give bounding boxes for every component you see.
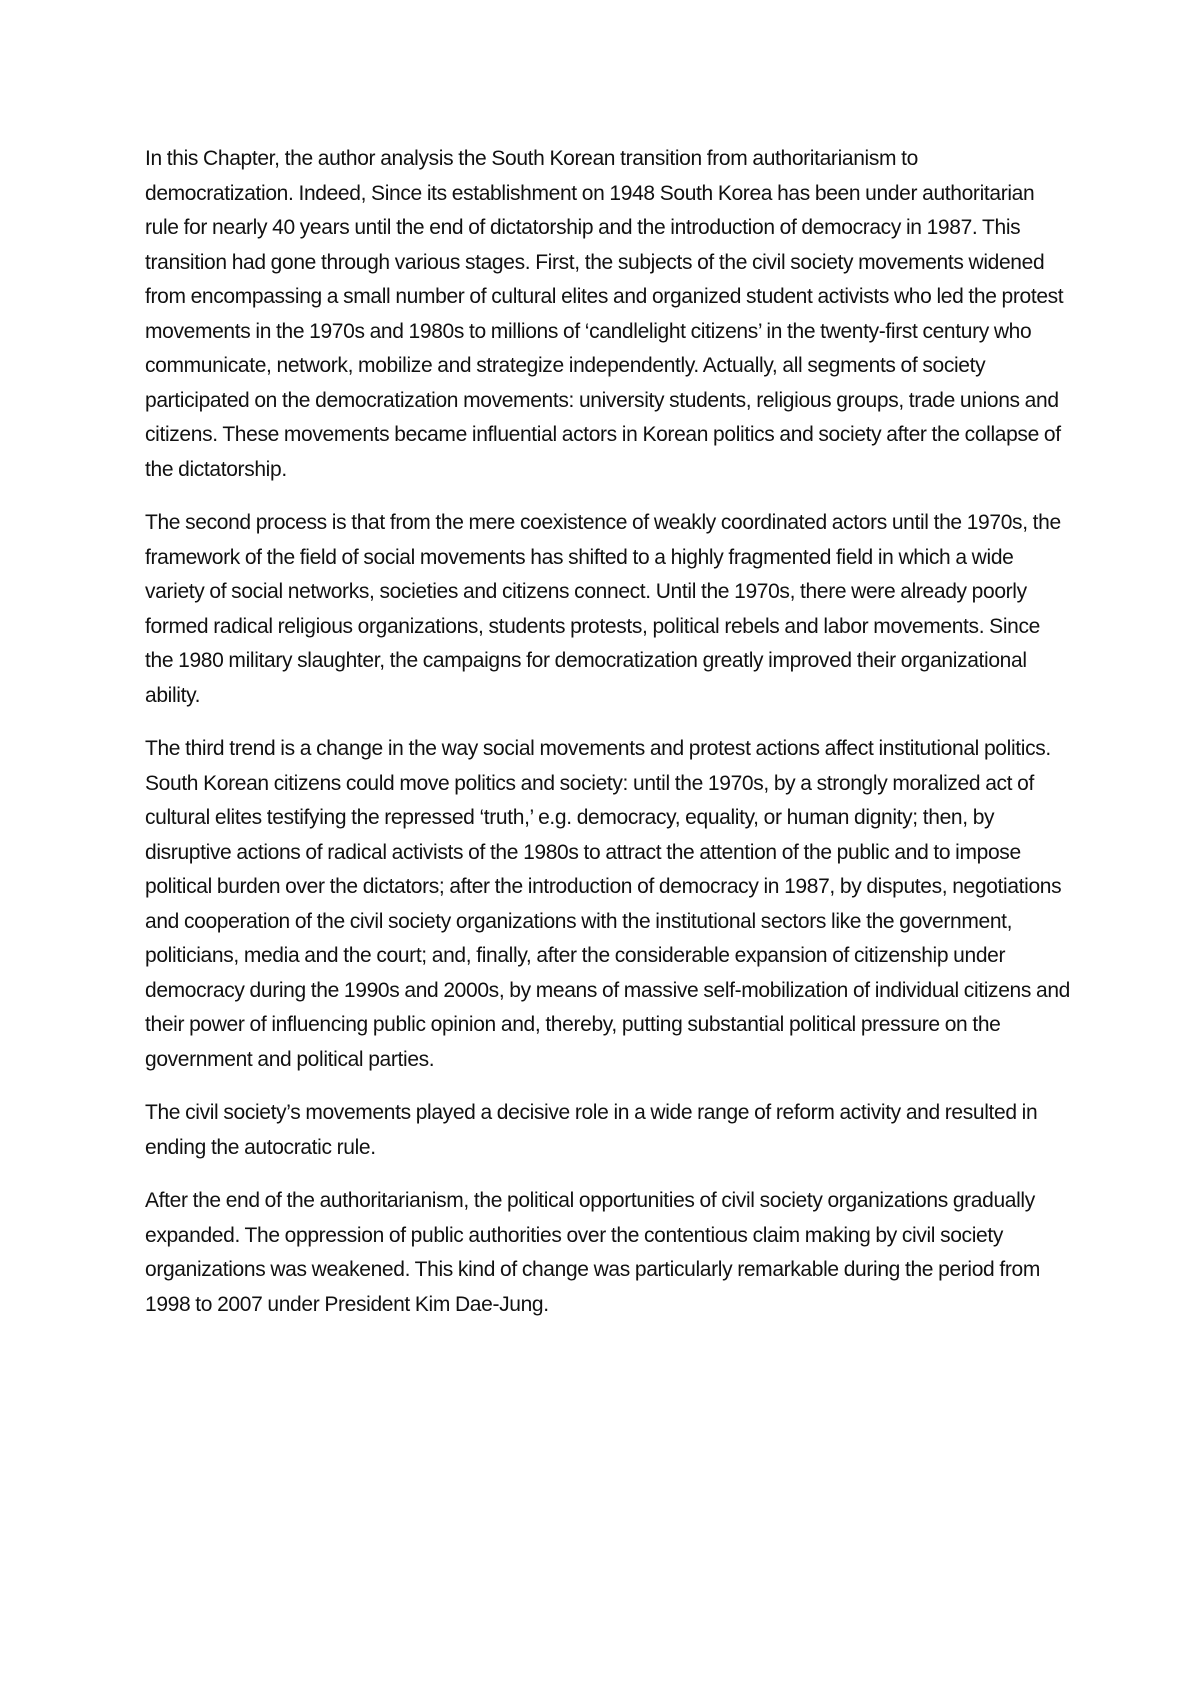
paragraph-5: After the end of the authoritarianism, the political opportunities of civil society organizations gradually expanded. The oppression of public authorities over the contentious claim making by civil society organizations was weakened. This kind of change was particularly remarkable during the period from 1998 to 2007 under President Kim Dae-Jung.	[145, 1189, 1040, 1316]
paragraph-4: The civil society’s movements played a decisive role in a wide range of reform activity and resulted in ending the autocratic rule.	[145, 1101, 1038, 1159]
document-body	[145, 142, 1070, 1341]
paragraph-2: The second process is that from the mere coexistence of weakly coordinated actors until the 1970s, the framework of the field of social movements has shifted to a highly fragmented field in which a wide variety of social networks, societies and citizens connect. Until the 1970s, there were already poorly formed radical religious organizations, students protests, political rebels and labor movements. Since the 1980 military slaughter, the campaigns for democratization greatly improved their organizational ability.	[145, 511, 1061, 707]
paragraph-3: The third trend is a change in the way social movements and protest actions affect institutional politics. South Korean citizens could move politics and society: until the 1970s, by a strongly moralized act of cultural elites testifying the repressed ‘truth,’ e.g. democracy, equality, or human dignity; then, by disruptive actions of radical activists of the 1980s to attract the attention of the public and to impose political burden over the dictators; after the introduction of democracy in 1987, by disputes, negotiations and cooperation of the civil society organizations with the institutional sectors like the government, politicians, media and the court; and, finally, after the considerable expansion of citizenship under democracy during the 1990s and 2000s, by means of massive self-mobilization of individual citizens and their power of influencing public opinion and, thereby, putting substantial political pressure on the government and political parties.	[145, 737, 1070, 1071]
paragraph-1: In this Chapter, the author analysis the South Korean transition from authoritarianism to democratization. Indeed, Since its establishment on 1948 South Korea has been under authoritarian rule for nearly 40 years until the end of dictatorship and the introduction of democracy in 1987. This transition had gone through various stages. First, the subjects of the civil society movements widened from encompassing a small number of cultural elites and organized student activists who led the protest movements in the 1970s and 1980s to millions of ‘candlelight citizens’ in the twenty-first century who communicate, network, mobilize and strategize independently. Actually, all segments of society participated on the democratization movements: university students, religious groups, trade unions and citizens. These movements became influential actors in Korean politics and society after the collapse of the dictatorship.	[145, 147, 1064, 481]
